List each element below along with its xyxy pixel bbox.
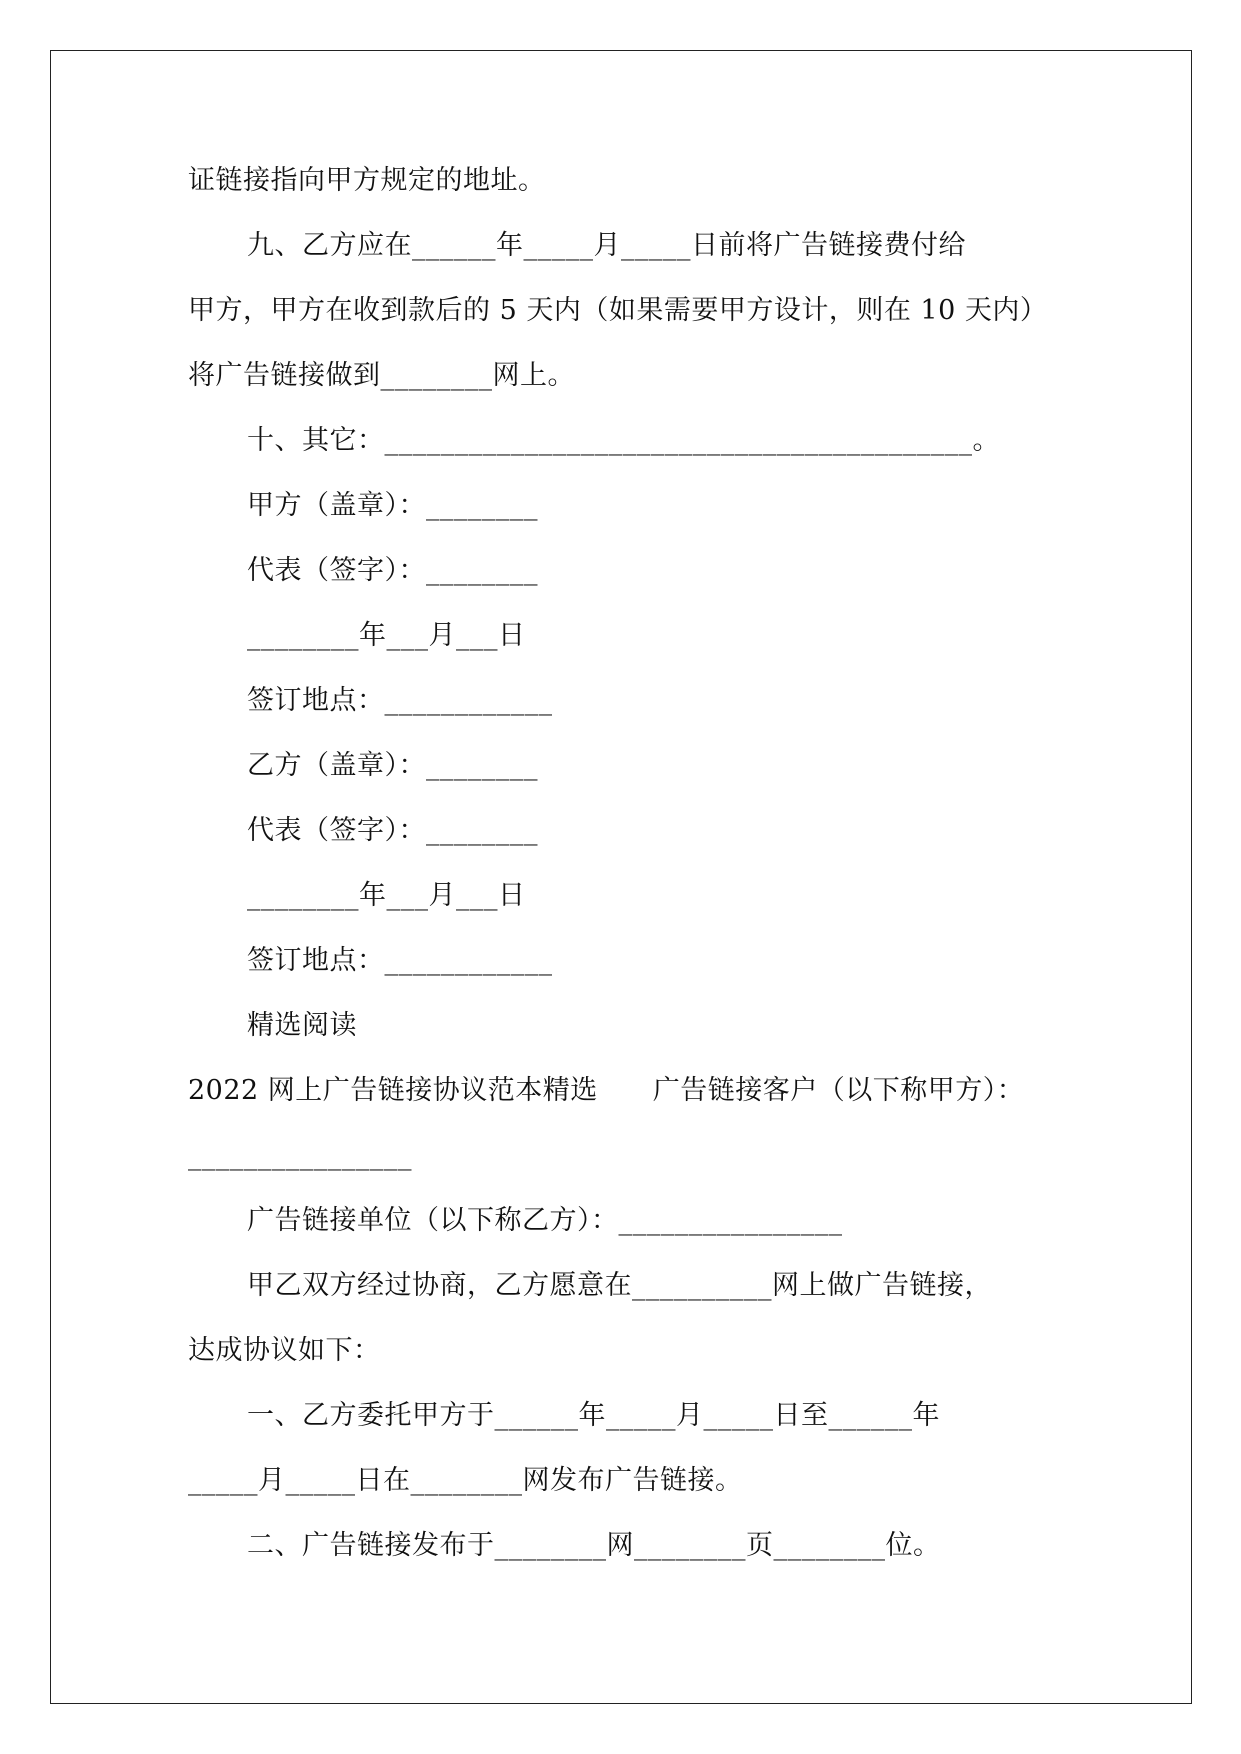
text-line-22: 二、广告链接发布于________网________页________位。 [247,1530,941,1561]
party-b-rep-line: 代表（签字）：________ [247,815,538,846]
text-line-4: 将广告链接做到________网上。 [188,360,575,391]
text-line-21: _____月_____日在________网发布广告链接。 [188,1465,743,1496]
text-line-2: 九、乙方应在______年_____月_____日前将广告链接费付给 [247,230,966,261]
text-line-19: 达成协议如下： [188,1335,381,1366]
section-heading: 精选阅读 [247,1010,357,1041]
party-b-place-line: 签订地点：____________ [247,945,553,976]
party-a-rep-line: 代表（签字）：________ [247,555,538,586]
text-line-18: 甲乙双方经过协商，乙方愿意在__________网上做广告链接， [247,1270,992,1301]
party-a-date-line: ________年___月___日 [247,620,526,651]
party-a-place-line: 签订地点：____________ [247,685,553,716]
party-a-seal-line: 甲方（盖章）：________ [247,490,538,521]
party-b-seal-line: 乙方（盖章）：________ [247,750,538,781]
party-b-date-line: ________年___月___日 [247,880,526,911]
text-line-16: ________________ [188,1140,412,1171]
text-line-15: 2022 网上广告链接协议范本精选 广告链接客户（以下称甲方）： [188,1075,1025,1106]
text-line-17: 广告链接单位（以下称乙方）：________________ [247,1205,843,1236]
text-line-3: 甲方，甲方在收到款后的 5 天内（如果需要甲方设计，则在 10 天内） [188,295,1048,326]
text-line-20: 一、乙方委托甲方于______年_____月_____日至______年 [247,1400,940,1431]
text-line-5: 十、其它：__________________________________________。 [247,425,1000,456]
text-line-1: 证链接指向甲方规定的地址。 [188,165,546,196]
